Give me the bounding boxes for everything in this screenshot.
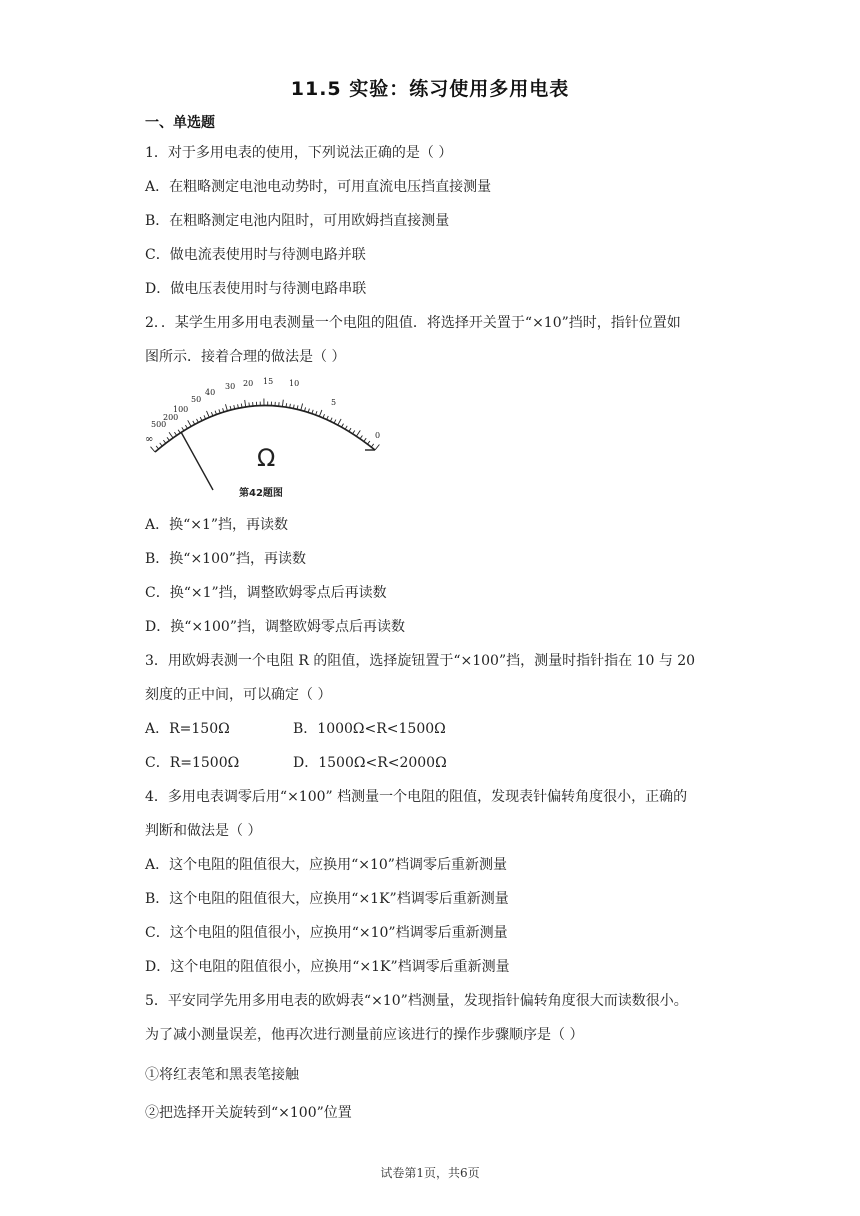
- q2-option-d: D．换“×100”挡，调整欧姆零点后再读数: [145, 619, 405, 635]
- dial-tick: [312, 410, 313, 414]
- dial-tick: [364, 438, 366, 441]
- scale-label-5: 5: [331, 398, 337, 407]
- q2-stem-line1: 2．．某学生用多用电表测量一个电阻的阻值．将选择开关置于“×10”挡时，指针位置如: [145, 315, 681, 331]
- q3-option-d: D．1500Ω<R<2000Ω: [293, 755, 447, 771]
- dial-tick: [308, 409, 309, 413]
- dial-tick: [185, 425, 187, 428]
- q3-options-row2: [145, 752, 447, 772]
- dial-tick: [219, 409, 220, 413]
- q2-option-c: C．换“×1”挡，调整欧姆零点后再读数: [145, 585, 387, 601]
- q3-option-c: C．R=1500Ω: [145, 755, 240, 771]
- scale-label-infinity: ∞: [145, 434, 154, 445]
- dial-tick: [197, 419, 199, 423]
- dial-tick: [371, 444, 373, 447]
- scale-label-30: 30: [225, 382, 236, 391]
- scale-label-50: 50: [191, 395, 202, 404]
- dial-tick: [223, 408, 224, 412]
- dial-tick: [282, 400, 283, 407]
- dial-tick: [375, 445, 379, 451]
- dial-tick: [226, 404, 228, 411]
- dial-tick: [169, 432, 173, 438]
- figure-caption: 第42题图: [239, 488, 283, 499]
- q3-stem-line2: 刻度的正中间，可以确定（ ）: [145, 687, 332, 703]
- dial-tick: [193, 421, 195, 425]
- dial-tick: [334, 420, 336, 424]
- dial-tick: [204, 415, 206, 419]
- ohmmeter-dial-figure: [143, 372, 393, 504]
- scale-label-15: 15: [263, 377, 274, 386]
- q1-stem: 1．对于多用电表的使用，下列说法正确的是（ ）: [145, 145, 453, 161]
- q5-stem-line2: 为了减小测量误差，他再次进行测量前应该进行的操作步骤顺序是（ ）: [145, 1027, 584, 1043]
- dial-tick: [349, 428, 351, 431]
- scale-label-20: 20: [243, 379, 254, 388]
- dial-tick: [151, 447, 156, 452]
- q4-option-b: B．这个电阻的阻值很大，应换用“×1K”档调零后重新测量: [145, 891, 509, 907]
- dial-tick: [174, 432, 176, 435]
- q3-option-a: A．R=150Ω: [145, 721, 230, 737]
- scale-label-100: 100: [173, 405, 189, 414]
- dial-tick: [163, 440, 165, 443]
- dial-tick: [200, 417, 202, 421]
- dial-pointer: [181, 432, 213, 490]
- dial-tick: [182, 427, 184, 430]
- q5-stem-line1: 5．平安同学先用多用电表的欧姆表“×10”档测量，发现指针偏转角度很大而读数很小。: [145, 993, 688, 1009]
- scale-label-40: 40: [205, 388, 216, 397]
- dial-tick: [338, 419, 341, 425]
- dial-tick: [368, 441, 370, 444]
- q2-option-a: A．换“×1”挡，再读数: [145, 517, 289, 533]
- dial-tick: [342, 424, 344, 428]
- q4-stem-line1: 4．多用电表调零后用“×100” 档测量一个电阻的阻值，发现表针偏转角度很小，正确的: [145, 789, 688, 805]
- dial-tick: [356, 430, 360, 436]
- dial-tick: [207, 411, 210, 418]
- dial-tick: [345, 426, 347, 429]
- dial-tick: [360, 436, 362, 439]
- q1-option-c: C．做电流表使用时与待测电路并联: [145, 247, 366, 263]
- dial-tick: [330, 418, 332, 422]
- q5-step-2: ②把选择开关旋转到“×100”位置: [145, 1105, 352, 1121]
- dial-tick: [316, 411, 317, 415]
- dial-tick: [167, 437, 169, 440]
- dial-tick: [188, 420, 191, 426]
- scale-label-0: 0: [375, 431, 381, 440]
- q4-stem-line2: 判断和做法是（ ）: [145, 823, 262, 839]
- dial-tick: [319, 410, 322, 417]
- q4-option-a: A．这个电阻的阻值很大，应换用“×10”档调零后重新测量: [145, 857, 507, 873]
- ohm-symbol: Ω: [257, 444, 276, 472]
- section-heading: 一、单选题: [145, 115, 215, 131]
- q1-option-b: B．在粗略测定电池内阻时，可用欧姆挡直接测量: [145, 213, 450, 229]
- q3-options-row1: [145, 718, 446, 738]
- q3-stem-line1: 3．用欧姆表测一个电阻 R 的阻值，选择旋钮置于“×100”挡，测量时指针指在 10 与 20: [145, 653, 696, 669]
- scale-label-10: 10: [289, 379, 300, 388]
- page-footer: 试卷第1页，共6页: [380, 1166, 480, 1180]
- dial-tick: [323, 414, 325, 418]
- dial-tick: [327, 416, 329, 420]
- dial-tick: [245, 400, 246, 407]
- q4-option-d: D．这个电阻的阻值很小，应换用“×1K”档调零后重新测量: [145, 959, 510, 975]
- dial-tick: [301, 404, 303, 411]
- q2-stem-line2: 图所示．接着合理的做法是（ ）: [145, 349, 346, 365]
- dial-tick: [160, 443, 163, 446]
- q1-option-a: A．在粗略测定电池电动势时，可用直流电压挡直接测量: [145, 179, 492, 195]
- dial-tick: [156, 446, 159, 449]
- q5-step-1: ①将红表笔和黑表笔接触: [145, 1067, 299, 1083]
- q1-option-d: D．做电压表使用时与待测电路串联: [145, 281, 367, 297]
- q3-option-b: B．1000Ω<R<1500Ω: [293, 721, 446, 737]
- q2-option-b: B．换“×100”挡，再读数: [145, 551, 307, 567]
- scale-label-200: 200: [163, 413, 179, 422]
- page-title: 11.5 实验：练习使用多用电表: [290, 78, 570, 100]
- dial-tick: [353, 431, 355, 434]
- scale-label-500: 500: [151, 420, 167, 429]
- dial-tick: [178, 430, 180, 433]
- q4-option-c: C．这个电阻的阻值很小，应换用“×10”档调零后重新测量: [145, 925, 508, 941]
- dial-tick: [249, 403, 250, 407]
